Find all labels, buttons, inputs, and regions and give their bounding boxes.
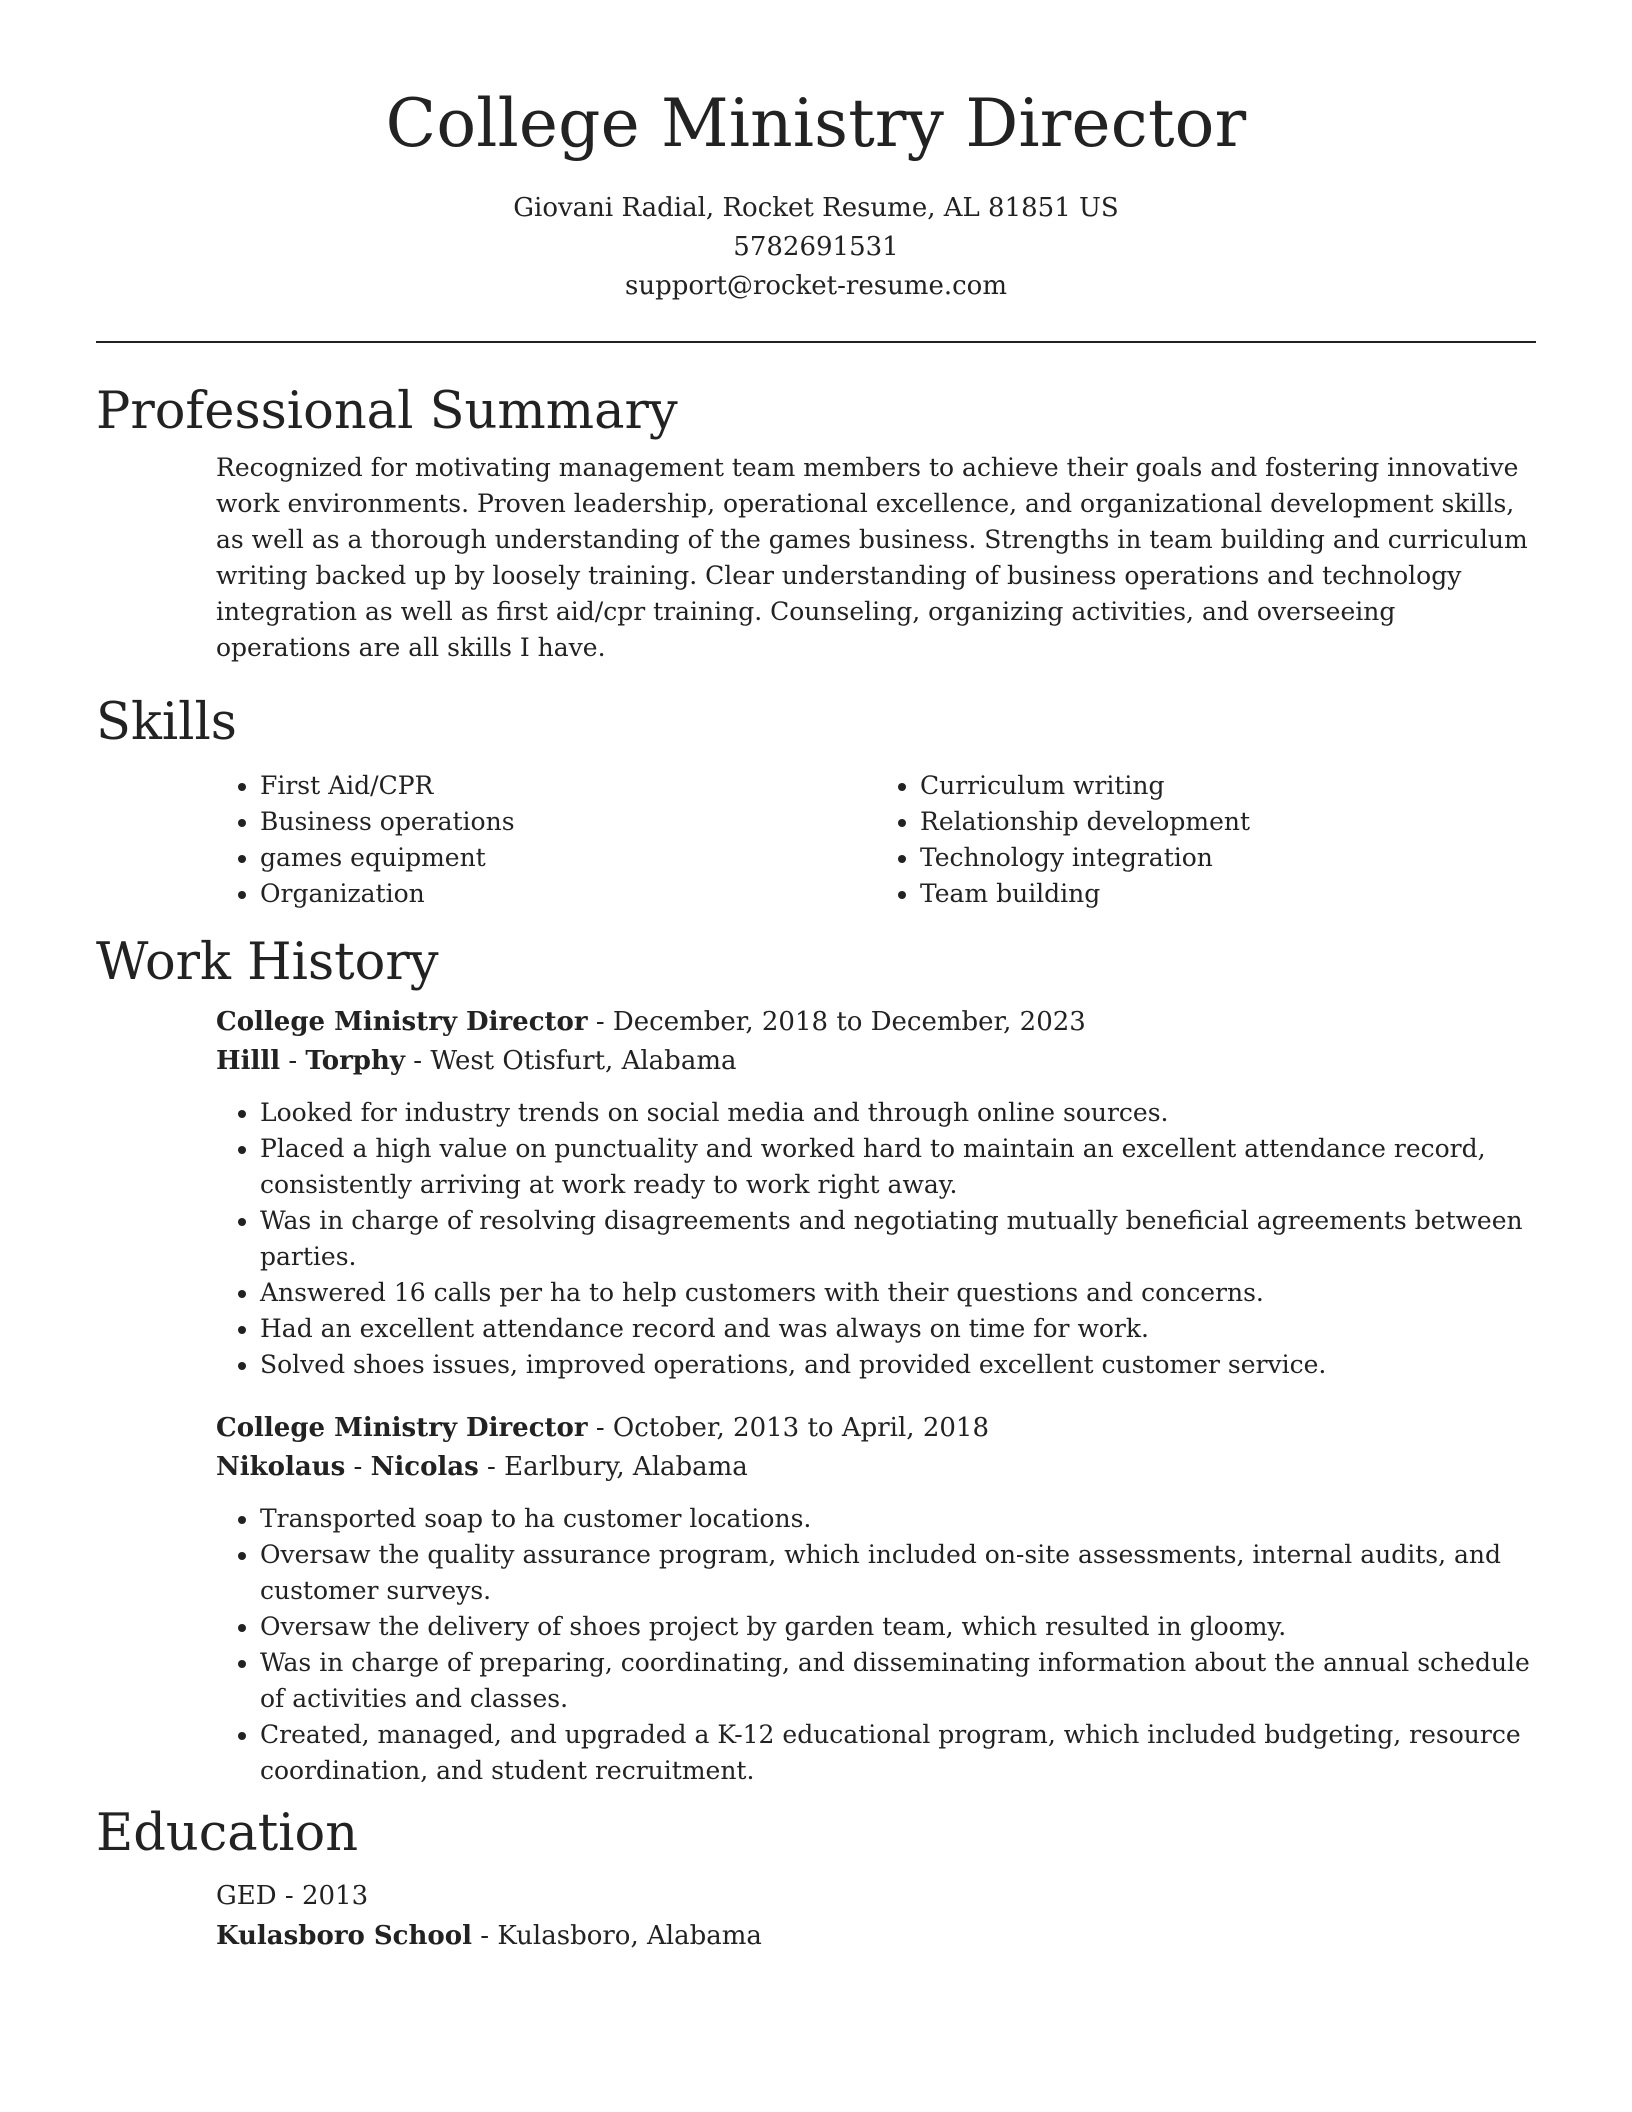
contact-phone: 5782691531 [733, 232, 899, 263]
job-bullet: • Oversaw the quality assurance program, which included on-site assessments, internal audits, and customer surveys. [260, 1537, 1536, 1609]
job-location: West Otisfurt, Alabama [430, 1045, 737, 1076]
skills-grid [216, 768, 1536, 912]
school-line [216, 1916, 1536, 1956]
job-bullet: • Created, managed, and upgraded a K-12 educational program, which included budgeting, resource coordination, and student recruitment. [260, 1717, 1536, 1789]
summary-body [96, 450, 1536, 666]
resume-name: College Ministry Director [385, 85, 1247, 162]
job-bullets [216, 1095, 1536, 1383]
school-name: Kulasboro School [216, 1920, 472, 1951]
header-divider [96, 341, 1536, 343]
skill-item: • Technology integration [920, 840, 1536, 876]
job-company-line [216, 1448, 1536, 1487]
contact-email: support@rocket-resume.com [624, 271, 1007, 302]
skill-item: • Relationship development [920, 804, 1536, 840]
job-bullet: • Looked for industry trends on social media and through online sources. [260, 1095, 1536, 1131]
education-heading: Education [96, 1803, 359, 1863]
skill-item: • First Aid/CPR [260, 768, 876, 804]
company-name: Nicolas [370, 1451, 479, 1482]
work-history-section [96, 932, 1536, 1789]
job-bullet: • Solved shoes issues, improved operations, and provided excellent customer service. [260, 1347, 1536, 1383]
skills-section [96, 692, 1536, 911]
graduation-year: 2013 [301, 1880, 369, 1911]
job-bullet: • Was in charge of resolving disagreements and negotiating mutually beneficial agreements between parties. [260, 1203, 1536, 1275]
education-section [96, 1803, 1536, 1956]
degree-line [216, 1876, 1536, 1916]
skill-item: • Curriculum writing [920, 768, 1536, 804]
skill-item: • Team building [920, 876, 1536, 912]
skills-body [96, 768, 1536, 912]
skill-item: • Organization [260, 876, 876, 912]
company-name: Hilll [216, 1045, 281, 1076]
skill-item: • games equipment [260, 840, 876, 876]
job-location: Earlbury, Alabama [504, 1451, 748, 1482]
separator: - [405, 1045, 431, 1076]
job-bullet: • Oversaw the delivery of shoes project by garden team, which resulted in gloomy. [260, 1609, 1536, 1645]
job-entry [216, 1409, 1536, 1789]
contact-address: Giovani Radial, Rocket Resume, AL 81851 US [513, 193, 1119, 224]
separator: - [345, 1451, 371, 1482]
job-title: College Ministry Director [216, 1412, 588, 1443]
summary-section [96, 381, 1536, 666]
job-bullet: • Placed a high value on punctuality and worked hard to maintain an excellent attendance record, consistently arriving at work ready to work right away. [260, 1131, 1536, 1203]
job-bullet: • Had an excellent attendance record and was always on time for work. [260, 1311, 1536, 1347]
job-dates: December, 2018 to December, 2023 [612, 1006, 1086, 1037]
degree: GED [216, 1880, 277, 1911]
separator: - [276, 1880, 302, 1911]
summary-text: Recognized for motivating management team members to achieve their goals and fostering innovative work environments. Proven leadership, operational excellence, and organizational development skills, as well as a thorough understanding of the games business. Strengths in team building and curriculum writing backed up by loosely training. Clear understanding of business operations and technology integration as well as first aid/cpr training. Counseling, organizing activities, and overseeing operations are all skills I have. [216, 453, 1528, 663]
job-entry [216, 1003, 1536, 1383]
job-bullet: • Answered 16 calls per ha to help customers with their questions and concerns. [260, 1275, 1536, 1311]
job-title-line [216, 1409, 1536, 1448]
work-history-body [96, 1003, 1536, 1789]
skill-item: • Business operations [260, 804, 876, 840]
summary-heading: Professional Summary [96, 382, 678, 442]
separator: - [471, 1920, 498, 1951]
separator: - [478, 1451, 505, 1482]
separator: - [587, 1412, 613, 1443]
company-name: Torphy [305, 1045, 406, 1076]
job-bullets [216, 1501, 1536, 1789]
separator: - [280, 1045, 306, 1076]
skills-column-left [216, 768, 876, 912]
job-company-line [216, 1042, 1536, 1081]
work-history-heading: Work History [96, 932, 439, 992]
job-bullet: • Was in charge of preparing, coordinating, and disseminating information about the annual schedule of activities and classes. [260, 1645, 1536, 1717]
skills-column-right [876, 768, 1536, 912]
job-title: College Ministry Director [216, 1006, 588, 1037]
contact-block [96, 189, 1536, 306]
job-dates: October, 2013 to April, 2018 [612, 1412, 990, 1443]
separator: - [587, 1006, 613, 1037]
school-location: Kulasboro, Alabama [497, 1920, 762, 1951]
education-body [96, 1876, 1536, 1956]
company-name: Nikolaus [216, 1451, 346, 1482]
job-title-line [216, 1003, 1536, 1042]
resume-header [96, 84, 1536, 306]
education-entry [216, 1876, 1536, 1956]
job-bullet: • Transported soap to ha customer locations. [260, 1501, 1536, 1537]
skills-heading: Skills [96, 693, 237, 753]
